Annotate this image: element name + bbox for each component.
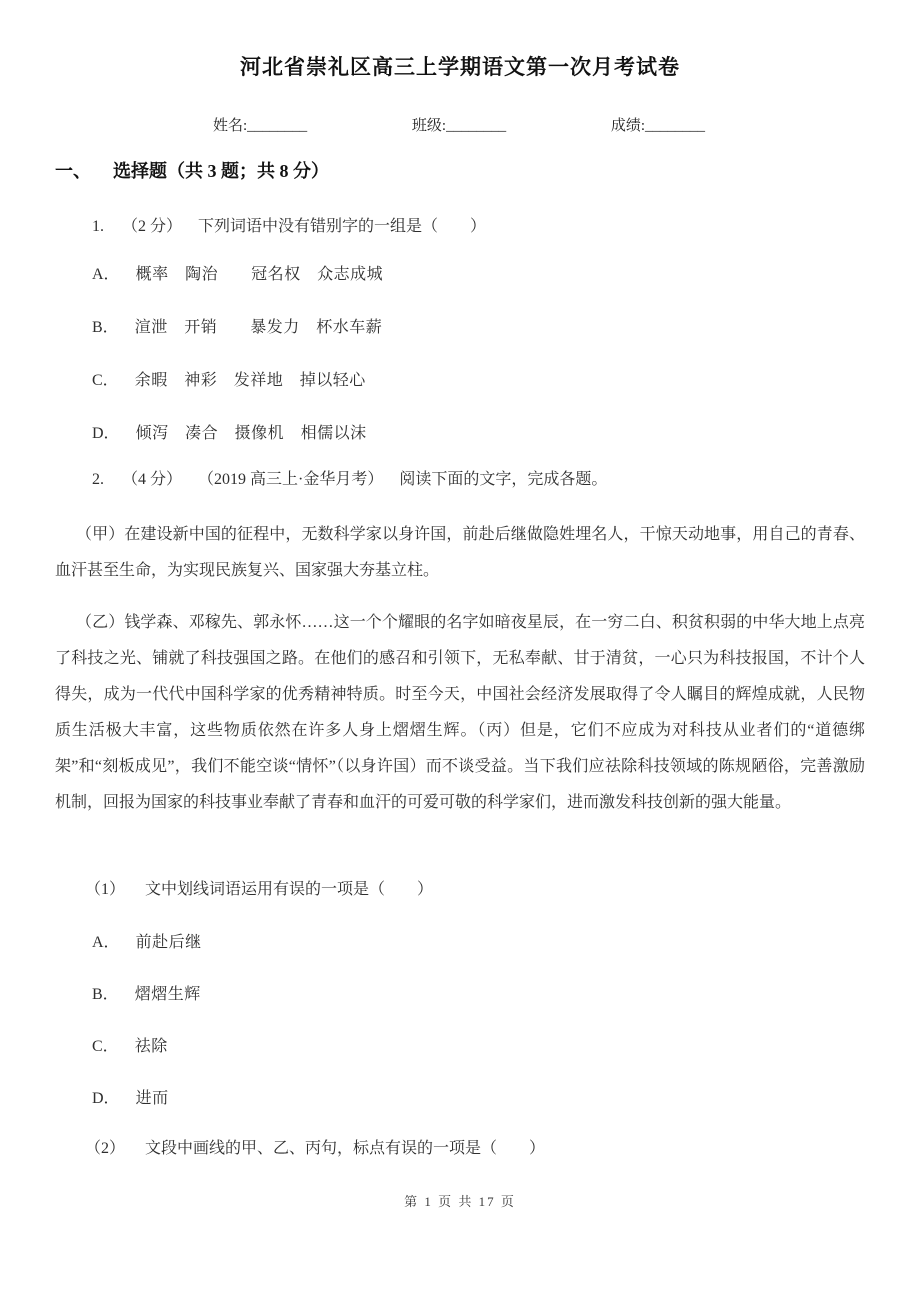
name-field: 姓名:________ xyxy=(213,118,308,134)
sub-question-2-stem xyxy=(55,1138,865,1160)
student-info-row xyxy=(213,116,705,137)
sub-question-1-options xyxy=(55,932,865,1110)
question-1-options xyxy=(55,264,865,445)
page-title: 河北省崇礼区高三上学期语文第一次月考试卷 xyxy=(240,55,680,79)
option-row-c xyxy=(55,370,865,392)
question-1-stem xyxy=(55,216,865,238)
sub-question-2-number: （2） xyxy=(85,1140,126,1157)
option-d-text: 倾泻 凑合 摄像机 相儒以沫 xyxy=(135,425,367,442)
question-2-source: （2019 高三上·金华月考） xyxy=(198,471,384,488)
option-row-b xyxy=(55,317,865,339)
passage-yi-bing: （乙）钱学森、邓稼先、郭永怀……这一个个耀眼的名字如暗夜星辰，在一穷二白、积贫积弱的中华大地上点亮了科技之光、铺就了科技强国之路。在他们的感召和引领下，无私奉献、甘于清贫，一心只为科技报国，不计个人得失，成为一代代中国科学家的优秀精神特质。时至今天，中国社会经济发展取得了令人瞩目的辉煌成就，人民物质生活极大丰富，这些物质依然在许多人身上熠熠生辉。（丙）但是，它们不应成为对科技从业者们的“道德绑架”和“刻板成见”，我们不能空谈“情怀”（以身许国）而不谈受益。当下我们应祛除科技领域的陈规陋俗，完善激励机制，回报为国家的科技事业奉献了青春和血汗的可爱可敬的科学家们，进而激发科技创新的强大能量。 xyxy=(55,614,865,811)
sub-option-d-text: 进而 xyxy=(135,1090,169,1107)
sub-option-row-a xyxy=(55,932,865,954)
section-heading xyxy=(55,159,865,184)
option-d-label: D． xyxy=(92,425,120,442)
passage-jia: （甲）在建设新中国的征程中，无数科学家以身许国，前赴后继做隐姓埋名人，干惊天动地事，用自己的青春、血汗甚至生命，为实现民族复兴、国家强大夯基立柱。 xyxy=(55,526,865,579)
sub-question-1-stem xyxy=(55,879,865,901)
question-2-text: 阅读下面的文字，完成各题。 xyxy=(399,471,608,488)
option-row-a xyxy=(55,264,865,286)
question-1-number: 1. xyxy=(92,218,104,235)
option-row-d xyxy=(55,423,865,445)
question-1-score: （2 分） xyxy=(122,218,183,235)
option-c-text: 余暇 神彩 发祥地 掉以轻心 xyxy=(134,372,366,389)
score-field: 成绩:________ xyxy=(610,118,705,134)
sub-option-b-text: 熠熠生辉 xyxy=(134,986,201,1003)
section-title: 选择题（共 3 题；共 8 分） xyxy=(113,161,329,181)
sub-option-a-text: 前赴后继 xyxy=(135,934,202,951)
question-2-score: （4 分） xyxy=(122,471,183,488)
sub-option-row-d xyxy=(55,1088,865,1110)
sub-option-c-label: C． xyxy=(92,1038,119,1055)
option-a-text: 概率 陶治 冠名权 众志成城 xyxy=(135,266,384,283)
sub-question-1-text: 文中划线词语运用有误的一项是（ ） xyxy=(145,881,434,898)
question-1-text: 下列词语中没有错别字的一组是（ ） xyxy=(198,218,487,235)
sub-option-row-c xyxy=(55,1036,865,1058)
sub-question-1-number: （1） xyxy=(85,881,126,898)
sub-question-2-text: 文段中画线的甲、乙、丙句，标点有误的一项是（ ） xyxy=(145,1140,546,1157)
sub-option-b-label: B． xyxy=(92,986,119,1003)
sub-option-c-text: 祛除 xyxy=(134,1038,168,1055)
option-b-text: 渲泄 开销 暴发力 杯水车薪 xyxy=(134,319,383,336)
question-2-number: 2. xyxy=(92,471,104,488)
class-field: 班级:________ xyxy=(411,118,507,134)
page-footer: 第 1 页 共 17 页 xyxy=(404,1194,516,1209)
sub-option-a-label: A． xyxy=(92,934,120,951)
option-a-label: A． xyxy=(92,266,120,283)
section-numeral: 一、 xyxy=(55,161,91,181)
sub-option-d-label: D． xyxy=(92,1090,120,1107)
option-b-label: B． xyxy=(92,319,119,336)
sub-option-row-b xyxy=(55,984,865,1006)
option-c-label: C． xyxy=(92,372,119,389)
question-2-stem xyxy=(55,469,865,491)
